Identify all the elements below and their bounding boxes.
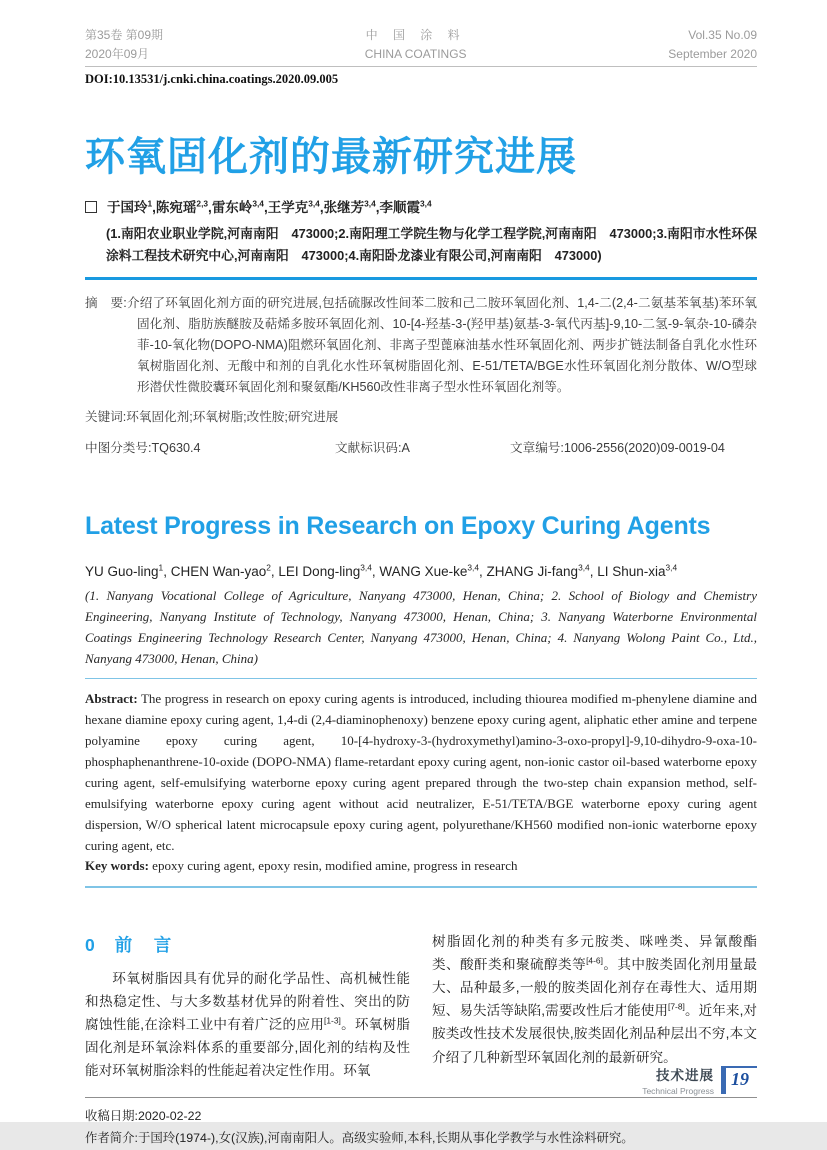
abstract-text-en: The progress in research on epoxy curing agents is introduced, including thiourea modified m-phenylene diamine and hexane diamine epoxy curing agent, 1,4-di (2,4-diaminophenoxy) benzene epoxy curing agent, aliphatic ether amine and terpene polyamine epoxy curing agent, 10-[4-hydroxy-3-(hydroxymethyl)amino-3-oxo-propyl]-9,10-dihydro-9-oxa-10-phosphaphenanthrene-10-oxide (DOPO-NMA) flame-retardant epoxy curing agent, non-ionic castor oil-based waterborne epoxy curing agent, self-emulsifying waterborne epoxy curing agent prepared through the two-step chain expansion method, self-emulsifying waterborne epoxy curing agent without acid neutralizer, E-51/TETA/BGE waterborne epoxy curing agent dispersion, W/O spherical latent microcapsule epoxy curing agent, polyurethane/KH560 modified non-ionic waterborne epoxy curing agent, etc. [85,691,757,853]
abstract-en [85,688,757,856]
article-id [510,437,757,456]
footnote-block [85,1097,757,1150]
author-name: WANG Xue-ke$^{3,4}$ [379,564,479,579]
document-code [335,437,510,456]
doc-code-label: 文献标识码: [335,441,401,455]
author-name: 于国玲$^1$ [107,200,152,215]
author-name: LEI Dong-ling$^{3,4}$ [278,564,371,579]
divider-rule-blue-thick [85,277,757,280]
body-paragraph-left: 环氧树脂因具有优异的耐化学品性、高机械性能和热稳定性、与大多数基材优异的附着性、突出的防腐蚀性能,在涂料工业中有着广泛的应用[1-3]。环氧树脂固化剂是环氧涂料体系的重要部分,固化剂的结构及性能对环氧树脂涂料的性能起着决定性作用。环氧 [85,967,410,1083]
journal-name-en: CHINA COATINGS [365,45,467,64]
body-column-right [432,930,757,1083]
issue-volume-en: Vol.35 No.09 [668,26,757,45]
abstract-text-cn: 介绍了环氧固化剂方面的研究进展,包括硫脲改性间苯二胺和己二胺环氧固化剂、1,4-二(2,4-二氨基苯氧基)苯环氧固化剂、脂肪族醚胺及萜烯多胺环氧固化剂、10-[4-羟基-3-(羟甲基)氨基-3-氧代丙基]-9,10-二氢-9-氧杂-10-磷杂菲-10-氧化物(DOPO-NMA)阻燃环氧固化剂、非离子型蓖麻油基水性环氧固化剂、两步扩链法制备自乳化水性环氧树脂固化剂、无酸中和剂的自乳化水性环氧树脂固化剂、E-51/TETA/BGE水性环氧固化剂分散体、W/O型球形潜伏性微胶囊环氧固化剂和聚氨酯/KH560改性非离子型水性环氧固化剂等。 [127,296,757,395]
column-label-cn: 技术进展 [642,1069,714,1084]
column-labels [642,1066,714,1096]
keywords-en [85,858,757,874]
affiliation-cn: (1.南阳农业职业学院,河南南阳 473000;2.南阳理工学院生物与化学工程学院,河南南阳 473000;3.南阳市水性环保涂料工程技术研究中心,河南南阳 473000;4.南阳卧龙漆业有限公司,河南南阳 473000) [85,223,757,268]
affiliation-en: (1. Nanyang Vocational College of Agriculture, Nanyang 473000, Henan, China; 2. School of Biology and Chemistry Engineering, Nanyang Institute of Technology, Nanyang 473000, Henan, China; 3. Nanyang Waterborne Environmental Coatings Engineering Technology Research Center, Nanyang 473000, Henan, China; 4. Nanyang Wolong Paint Co., Ltd., Nanyang 473000, Henan, China) [85,586,757,669]
author-name: LI Shun-xia$^{3,4}$ [597,564,677,579]
issue-date-cn: 2020年09月 [85,45,163,64]
journal-header [85,26,757,67]
section-heading [85,932,410,957]
received-date-line [85,1105,757,1128]
author-name: ZHANG Ji-fang$^{3,4}$ [487,564,590,579]
author-name: 雷东岭$^{3,4}$ [212,200,264,215]
divider-rule-blue-thin-1 [85,678,757,680]
classification-row [85,437,757,456]
doc-code-value: A [401,441,409,455]
author-name: 张继芳$^{3,4}$ [324,200,376,215]
article-id-label: 文章编号: [510,441,564,455]
article-id-value: 1006-2556(2020)09-0019-04 [564,441,725,455]
divider-rule-blue-thin-2 [85,886,757,888]
received-value: 2020-02-22 [138,1109,201,1123]
keywords-cn [85,406,757,425]
authors-en: YU Guo-ling$^1$, CHEN Wan-yao$^2$, LEI Dong-ling$^{3,4}$, WANG Xue-ke$^{3,4}$, ZHANG Ji-fang$^{3,4}$, LI Shun-xia$^{3,4}$ [85,564,757,579]
received-label: 收稿日期: [85,1109,138,1123]
article-title-cn: 环氧固化剂的最新研究进展 [85,135,757,179]
page-number-bracket [721,1066,757,1093]
issue-date-en: September 2020 [668,45,757,64]
body-paragraph-right: 树脂固化剂的种类有多元胺类、咪唑类、异氰酸酯类、酸酐类和聚硫醇类等[4-6]。其中胺类固化剂用量最大、品种最多,一般的胺类固化剂存在毒性大、适用期短、易失活等缺陷,需要改性后才能使用[7-8]。近年来,对胺类改性技术发展很快,胺类固化剂品种层出不穷,本文介绍了几种新型环氧固化剂的最新研究。 [432,930,757,1069]
keywords-label-cn: 关键词: [85,410,126,424]
clc-label: 中图分类号: [85,441,151,455]
authors-cn-row [85,199,757,218]
authors-cn: 于国玲$^1$,陈宛瑶$^{2,3}$,雷东岭$^{3,4}$,王学克$^{3,4}$,张继芳$^{3,4}$,李顺霞$^{3,4}$ [107,199,432,218]
abstract-label-cn: 摘 要: [85,296,127,310]
body-columns [85,930,757,1083]
author-name: 王学克$^{3,4}$ [268,200,320,215]
author-name: 李顺霞$^{3,4}$ [379,200,431,215]
page-marker [642,1066,757,1096]
author-name: CHEN Wan-yao$^2$ [171,564,271,579]
bio-text: 于国玲(1974-),女(汉族),河南南阳人。高级实验师,本科,长期从事化学教学与水性涂料研究。 [138,1131,634,1145]
issue-info-cn [85,26,163,63]
author-name: YU Guo-ling$^1$ [85,564,163,579]
column-label-en: Technical Progress [642,1086,714,1096]
keywords-text-en: epoxy curing agent, epoxy resin, modified amine, progress in research [149,858,518,873]
keywords-text-cn: 环氧固化剂;环氧树脂;改性胺;研究进展 [126,410,338,424]
abstract-label-en: Abstract: [85,691,138,706]
section-title: 前 言 [115,932,174,957]
journal-name-cn: 中 国 涂 料 [365,26,467,45]
keywords-label-en: Key words: [85,858,149,873]
journal-name [365,26,467,63]
body-column-left [85,930,410,1083]
clc-number [85,437,335,456]
article-title-en: Latest Progress in Research on Epoxy Curing Agents [85,512,757,541]
clc-value: TQ630.4 [151,441,200,455]
section-number: 0 [85,935,95,956]
doi-line: DOI:10.13531/j.cnki.china.coatings.2020.09.005 [85,72,757,87]
author-bio-line [85,1127,757,1150]
page-number: 19 [731,1069,749,1089]
abstract-cn [85,293,757,399]
author-marker-icon [85,201,97,213]
issue-info-en [668,26,757,63]
author-name: 陈宛瑶$^{2,3}$ [156,200,208,215]
issue-volume-cn: 第35卷 第09期 [85,26,163,45]
bio-label: 作者简介: [85,1131,138,1145]
